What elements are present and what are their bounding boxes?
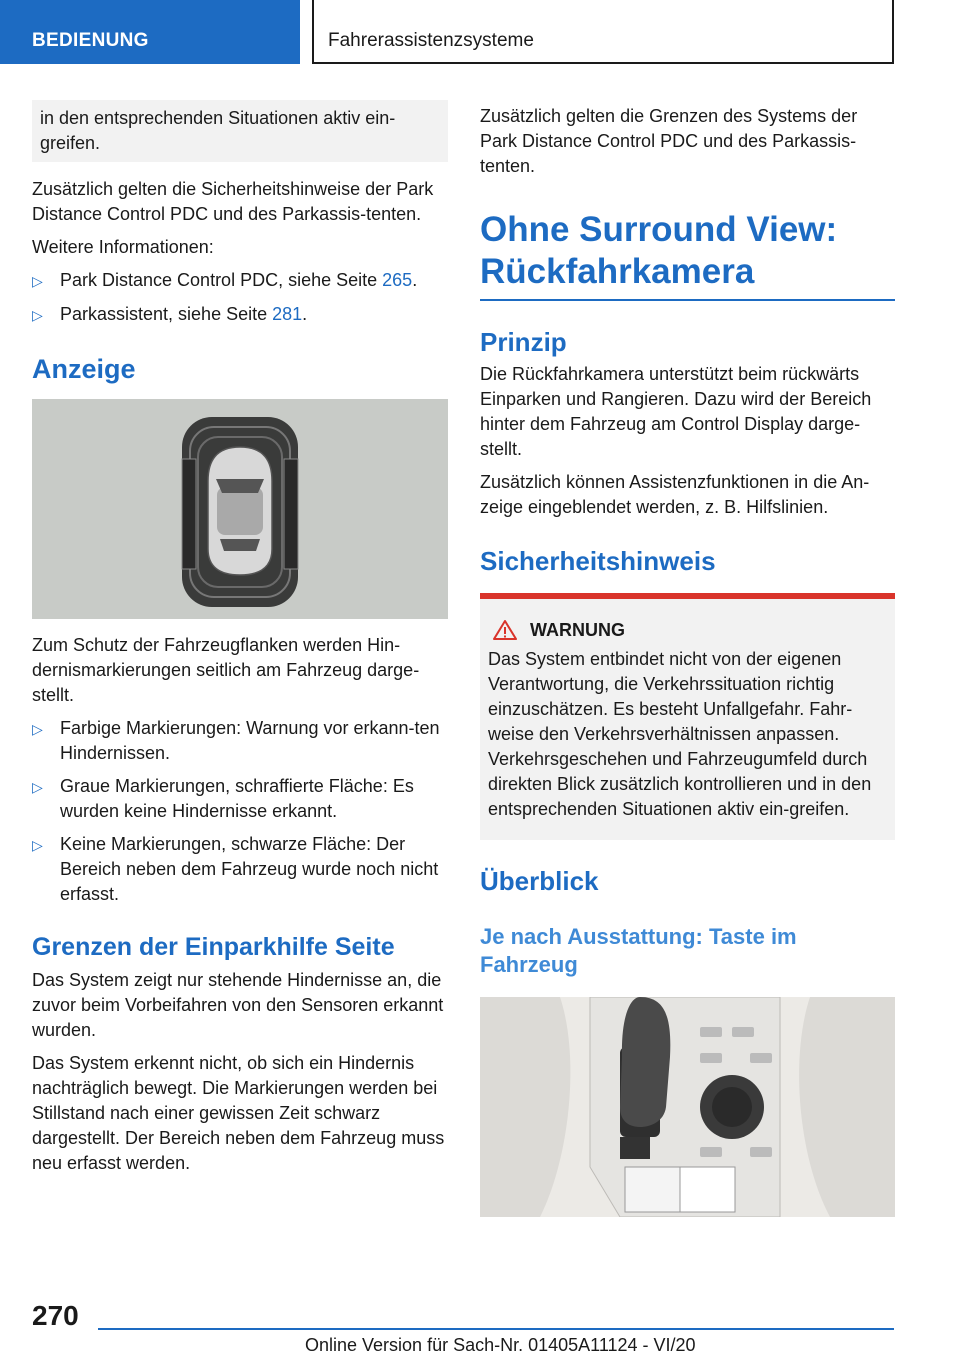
triangle-bullet-icon: ▷ [32, 307, 43, 323]
paragraph: Die Rückfahrkamera unterstützt beim rückwärts Einparken und Rangieren. Dazu wird der Bereich hinter dem Fahrzeug am Control Display darge-stellt. [480, 364, 872, 459]
paragraph: Zusätzlich können Assistenzfunktionen in die An-zeige eingeblendet werden, z. B. Hilfslinien. [480, 472, 870, 517]
footer-text: Online Version für Sach-Nr. 01405A11124 - VI/20 [305, 1335, 696, 1355]
heading-anzeige: Anzeige [32, 354, 136, 384]
warning-box [480, 593, 895, 840]
heading-rueckfahrkamera: Ohne Surround View: Rückfahrkamera [480, 210, 838, 291]
chapter-header [312, 0, 894, 64]
center-console-image [480, 997, 895, 1217]
page-number: 270 [32, 1300, 79, 1331]
right-column [480, 104, 895, 1217]
note-box [32, 100, 448, 162]
paragraph: Zusätzlich gelten die Sicherheitshinweise der Park Distance Control PDC und des Parkassis-tenten. [32, 179, 434, 224]
list-item [32, 832, 448, 907]
section-tab [0, 0, 300, 64]
warning-header [488, 619, 887, 641]
paragraph: Zum Schutz der Fahrzeugflanken werden Hin-dernismarkierungen seitlich am Fahrzeug darge-stellt. [32, 635, 420, 705]
triangle-bullet-icon: ▷ [32, 273, 43, 289]
warning-text: Das System entbindet nicht von der eigenen Verantwortung, die Verkehrssituation richtig einzuschätzen. Es besteht Unfallgefahr. Fahr-weise den Verkehrsverhältnissen anpassen. Verkehrsgeschehen und Fahrzeugumfeld durch direkten Blick zusätzlich kontrollieren und in den entsprechenden Situationen aktiv ein-greifen. [488, 649, 872, 819]
triangle-bullet-icon: ▷ [32, 837, 43, 853]
ref-end: . [302, 304, 308, 324]
heading-rule [480, 299, 895, 301]
list-item [32, 716, 448, 766]
note-text: in den entsprechenden Situationen aktiv ein-greifen. [40, 108, 396, 153]
heading-sicherheitshinweis: Sicherheitshinweis [480, 546, 716, 576]
bullet-list [32, 716, 448, 907]
paragraph: Zusätzlich gelten die Grenzen des Systems der Park Distance Control PDC und des Parkassis-tenten. [480, 106, 858, 176]
paragraph: Das System erkennt nicht, ob sich ein Hindernis nachträglich bewegt. Die Markierungen werden bei Stillstand nach einer gewissen Zeit schwarz dargestellt. Der Bereich neben dem Fahrzeug muss neu erfasst werden. [32, 1053, 445, 1173]
page-link[interactable]: 265 [382, 270, 413, 290]
parking-car-icon [32, 399, 448, 619]
bullet-text: Keine Markierungen, schwarze Fläche: Der Bereich neben dem Fahrzeug wurde noch nicht erfasst. [60, 834, 439, 904]
page-link[interactable]: 281 [272, 304, 303, 324]
bullet-text: Graue Markierungen, schraffierte Fläche: Es wurden keine Hindernisse erkannt. [60, 776, 414, 821]
ref-end: . [412, 270, 418, 290]
list-item [32, 774, 448, 824]
list-item [32, 302, 448, 328]
section-label: BEDIENUNG [32, 30, 149, 51]
bullet-text: Farbige Markierungen: Warnung vor erkann-ten Hindernissen. [60, 718, 440, 763]
heading-prinzip: Prinzip [480, 327, 567, 357]
gear-selector-icon [480, 997, 895, 1217]
triangle-bullet-icon: ▷ [32, 779, 43, 795]
heading-grenzen: Grenzen der Einparkhilfe Seite [32, 933, 395, 961]
chapter-label: Fahrerassistenzsysteme [328, 30, 534, 51]
heading-taste: Je nach Ausstattung: Taste im Fahrzeug [480, 924, 797, 977]
warning-title: WARNUNG [530, 619, 625, 640]
list-item [32, 268, 448, 294]
warning-triangle-icon [492, 619, 518, 641]
left-column [32, 100, 448, 1176]
parking-display-image [32, 399, 448, 619]
paragraph: Das System zeigt nur stehende Hindernisse an, die zuvor beim Vorbeifahren von den Sensoren erkannt wurden. [32, 970, 444, 1040]
reference-list [32, 268, 448, 328]
footer-rule [98, 1328, 894, 1330]
paragraph: Weitere Informationen: [32, 237, 214, 257]
ref-text: Park Distance Control PDC, siehe Seite [60, 270, 383, 290]
triangle-bullet-icon: ▷ [32, 721, 43, 737]
ref-text: Parkassistent, siehe Seite [60, 304, 273, 324]
heading-ueberblick: Überblick [480, 866, 599, 896]
